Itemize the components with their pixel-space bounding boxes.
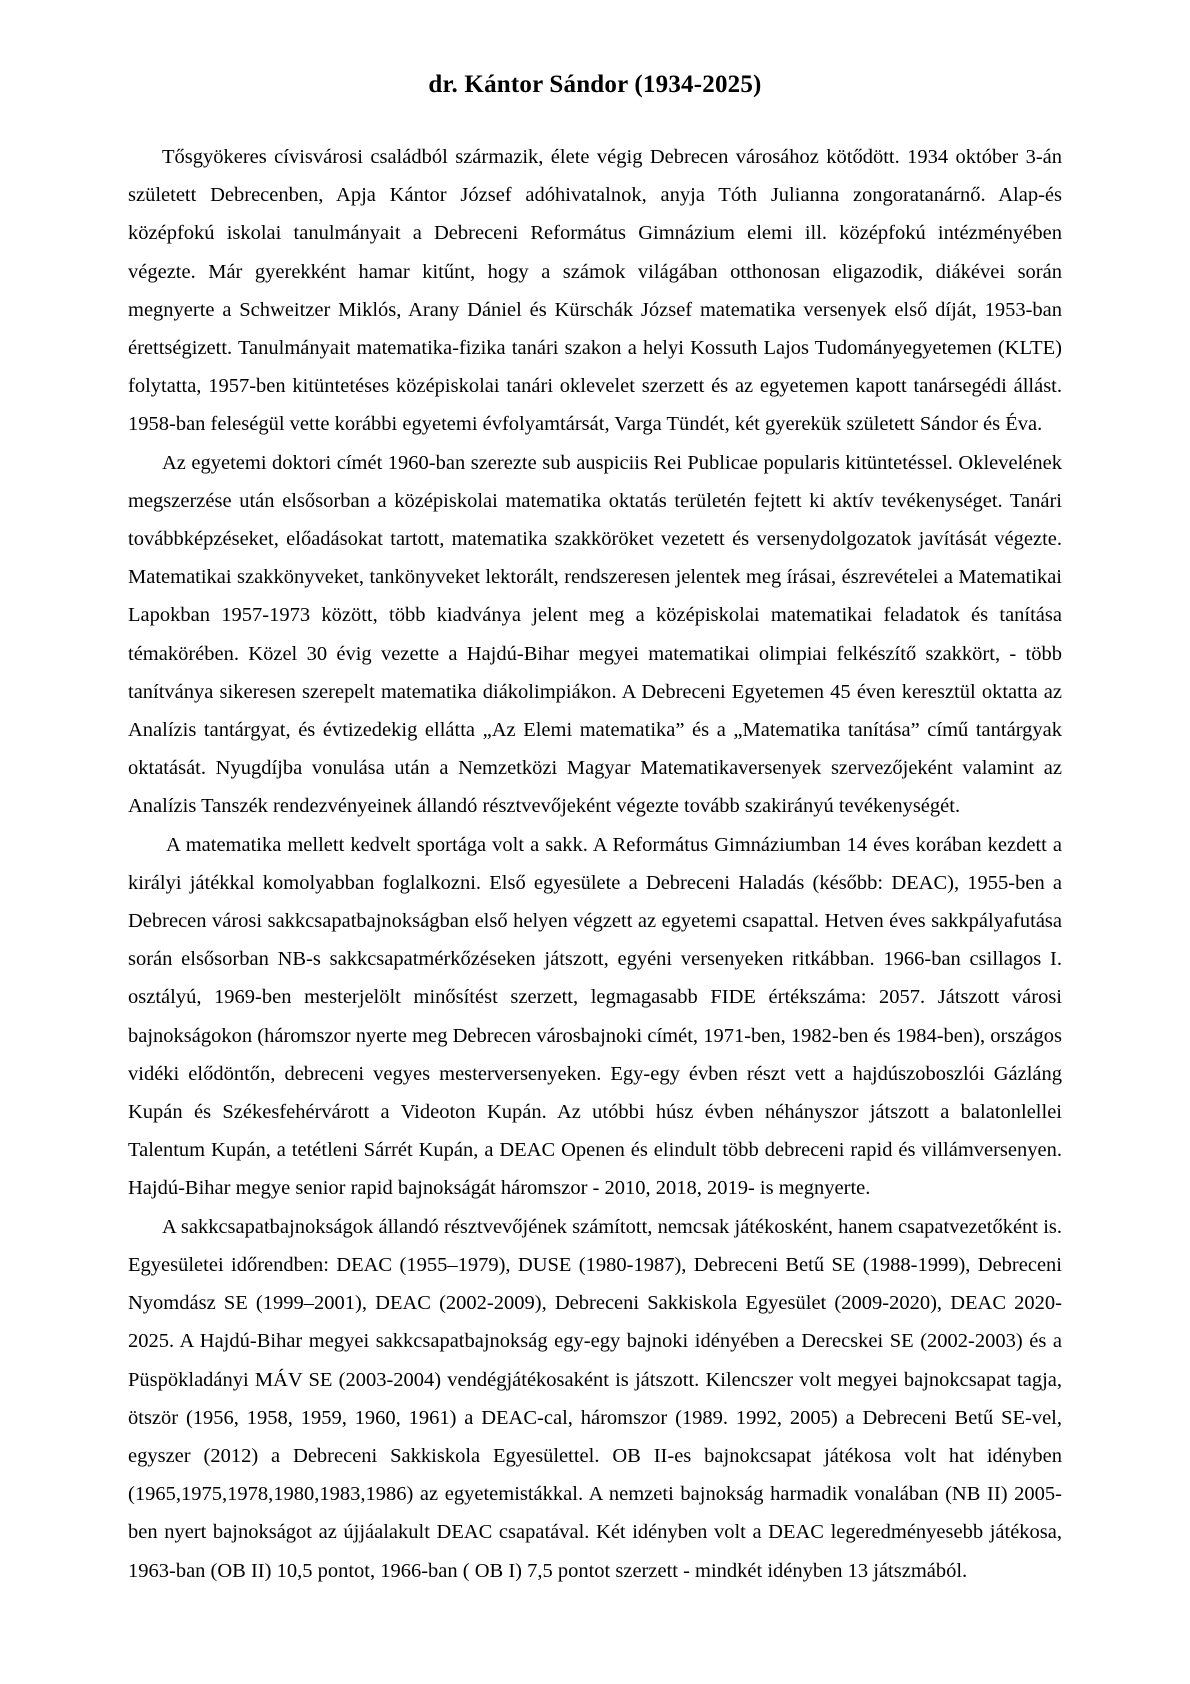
page-title: dr. Kántor Sándor (1934-2025) — [428, 71, 762, 98]
paragraph-chess-career: A matematika mellett kedvelt sportága volt a sakk. A Református Gimnáziumban 14 éves korában kezdett a királyi játékkal komolyabban foglalkozni. Első egyesülete a Debreceni Haladás (később: DEAC), 1955-ben a Debrecen városi sakkcsapatbajnokságban első helyen végzett az egyetemi csapattal. Hetven éves sakkpályafutása során elsősorban NB-s sakkcsapatmérkőzéseken játszott, egyéni versenyeken ritkábban. 1966-ban csillagos I. osztályú, 1969-ben mesterjelölt minősítést szerzett, legmagasabb FIDE értékszáma: 2057. Játszott városi bajnokságokon (háromszor nyerte meg Debrecen városbajnoki címét, 1971-ben, 1982-ben és 1984-ben), országos vidéki elődöntőn, debreceni vegyes mesterversenyeken. Egy-egy évben részt vett a hajdúszoboszlói Gázláng Kupán és Székesfehérvárott a Videoton Kupán. Az utóbbi húsz évben néhányszor játszott a balatonlellei Talentum Kupán, a tetétleni Sárrét Kupán, a DEAC Openen és elindult több debreceni rapid és villámversenyen. Hajdú-Bihar megye senior rapid bajnokságát háromszor - 2010, 2018, 2019- is megnyerte. — [128, 833, 1062, 1200]
document-body — [128, 138, 1062, 1590]
paragraph-academic-career: Az egyetemi doktori címét 1960-ban szerezte sub auspiciis Rei Publicae popularis kitüntetéssel. Oklevelének megszerzése után elsősorban a középiskolai matematika oktatás területén fejtett ki aktív tevékenységet. Tanári továbbképzéseket, előadásokat tartott, matematika szakköröket vezetett és versenydolgozatok javítását végezte. Matematikai szakkönyveket, tankönyveket lektorált, rendszeresen jelentek meg írásai, észrevételei a Matematikai Lapokban 1957-1973 között, több kiadványa jelent meg a középiskolai matematikai feladatok és tanítása témakörében. Közel 30 évig vezette a Hajdú-Bihar megyei matematikai olimpiai felkészítő szakkört, - több tanítványa sikeresen szerepelt matematika diákolimpiákon. A Debreceni Egyetemen 45 éven keresztül oktatta az Analízis tantárgyat, és évtizedekig ellátta „Az Elemi matematika” és a „Matematika tanítása” című tantárgyak oktatását. Nyugdíjba vonulása után a Nemzetközi Magyar Matematikaversenyek szervezőjeként valamint az Analízis Tanszék rendezvényeinek állandó résztvevőjeként végezte tovább szakirányú tevékenységét. — [128, 451, 1062, 818]
paragraph-chess-clubs: A sakkcsapatbajnokságok állandó résztvevőjének számított, nemcsak játékosként, hanem csapatvezetőként is. Egyesületei időrendben: DEAC (1955–1979), DUSE (1980-1987), Debreceni Betű SE (1988-1999), Debreceni Nyomdász SE (1999–2001), DEAC (2002-2009), Debreceni Sakkiskola Egyesület (2009-2020), DEAC 2020-2025. A Hajdú-Bihar megyei sakkcsapatbajnokság egy-egy bajnoki idényében a Derecskei SE (2002-2003) és a Püspökladányi MÁV SE (2003-2004) vendégjátékosaként is játszott. Kilencszer volt megyei bajnokcsapat tagja, ötször (1956, 1958, 1959, 1960, 1961) a DEAC-cal, háromszor (1989. 1992, 2005) a Debreceni Betű SE-vel, egyszer (2012) a Debreceni Sakkiskola Egyesülettel. OB II-es bajnokcsapat játékosa volt hat idényben (1965,1975,1978,1980,1983,1986) az egyetemistákkal. A nemzeti bajnokság harmadik vonalában (NB II) 2005-ben nyert bajnokságot az újjáalakult DEAC csapatával. Két idényben volt a DEAC legeredményesebb játékosa, 1963-ban (OB II) 10,5 pontot, 1966-ban ( OB I) 7,5 pontot szerzett - mindkét idényben 13 játszmából. — [128, 1215, 1062, 1582]
paragraph-biography-early-life: Tősgyökeres cívisvárosi családból származik, élete végig Debrecen városához kötődött. 1934 október 3-án született Debrecenben, Apja Kántor József adóhivatalnok, anyja Tóth Julianna zongoratanárnő. Alap-és középfokú iskolai tanulmányait a Debreceni Református Gimnázium elemi ill. középfokú intézményében végezte. Már gyerekként hamar kitűnt, hogy a számok világában otthonosan eligazodik, diákévei során megnyerte a Schweitzer Miklós, Arany Dániel és Kürschák József matematika versenyek első díját, 1953-ban érettségizett. Tanulmányait matematika-fizika tanári szakon a helyi Kossuth Lajos Tudományegyetemen (KLTE) folytatta, 1957-ben kitüntetéses középiskolai tanári oklevelet szerzett és az egyetemen kapott tanársegédi állást. 1958-ban feleségül vette korábbi egyetemi évfolyamtársát, Varga Tündét, két gyerekük született Sándor és Éva. — [128, 146, 1062, 436]
